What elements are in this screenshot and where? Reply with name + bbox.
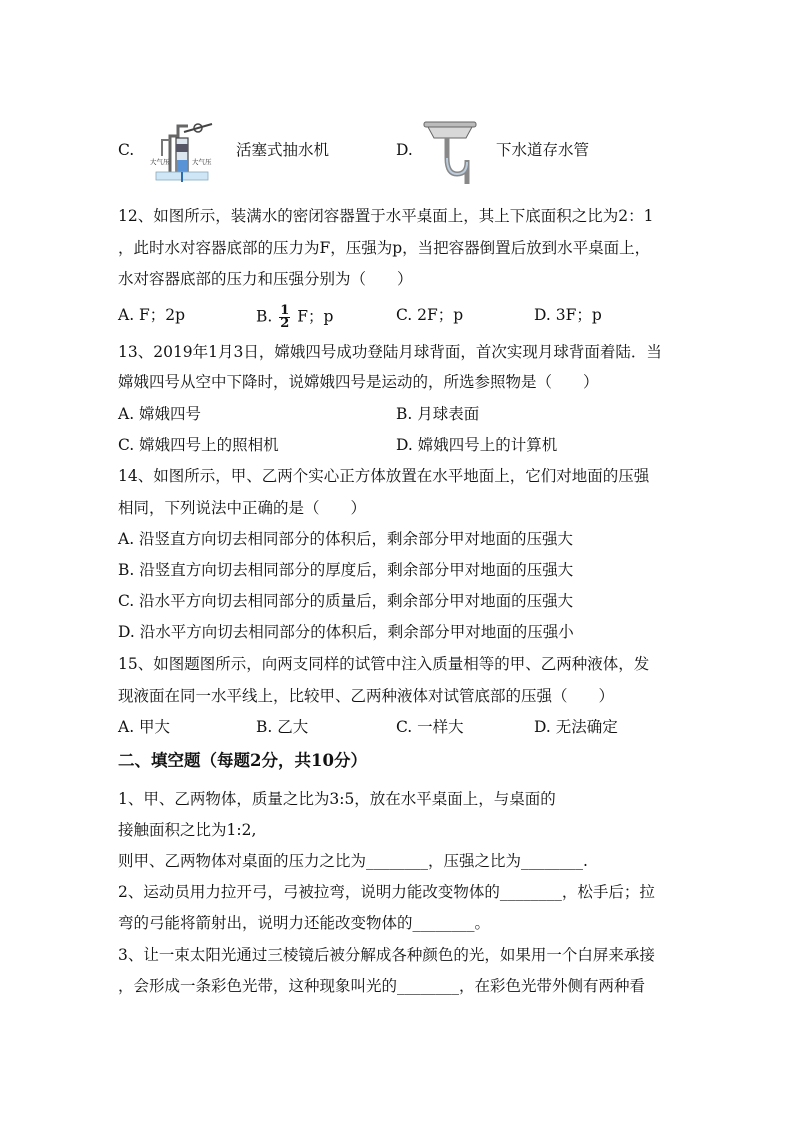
q12-option-c: C. 2F；p [396, 306, 464, 324]
q12-line-3: 水对容器底部的压力和压强分别为（ ） [118, 270, 413, 288]
q11-option-d-letter: D. [396, 141, 413, 159]
drain-trap-diagram [420, 118, 482, 186]
q15-line-2: 现液面在同一水平线上，比较甲、乙两种液体对试管底部的压强（ ） [118, 687, 615, 705]
fill-1-line-3: 则甲、乙两物体对桌面的压力之比为________，压强之比为________. [118, 852, 588, 870]
q13-line-2: 嫦娥四号从空中下降时，说嫦娥四号是运动的，所选参照物是（ ） [118, 373, 599, 391]
q14-line-2: 相同，下列说法中正确的是（ ） [118, 499, 367, 517]
q12-option-b-prefix: B. [256, 307, 273, 326]
q12-option-b [256, 305, 333, 330]
q14-option-b: B. 沿竖直方向切去相同部分的厚度后，剩余部分甲对地面的压强大 [118, 561, 574, 579]
q15-line-1: 15、如图题图所示，向两支同样的试管中注入质量相等的甲、乙两种液体，发 [118, 655, 650, 673]
q15-option-c: C. 一样大 [396, 718, 464, 736]
q11-option-d-text: 下水道存水管 [496, 141, 590, 159]
q12-line-1: 12、如图所示，装满水的密闭容器置于水平桌面上，其上下底面积之比为2：1 [118, 207, 654, 225]
section-heading: 二、填空题（每题2分，共10分） [118, 751, 367, 770]
atmosphere-label-left: 大气压 [150, 158, 170, 166]
fraction-numerator: 1 [280, 303, 290, 318]
fraction-denominator: 2 [280, 316, 290, 331]
piston-pump-diagram [148, 116, 216, 186]
q13-option-c: C. 嫦娥四号上的照相机 [118, 436, 279, 454]
q12-option-b-fraction [279, 305, 290, 330]
q13-option-d: D. 嫦娥四号上的计算机 [396, 436, 558, 454]
q14-option-d: D. 沿水平方向切去相同部分的体积后，剩余部分甲对地面的压强小 [118, 623, 574, 641]
q12-option-d: D. 3F；p [534, 306, 602, 324]
fill-2-line-1: 2、运动员用力拉开弓，弓被拉弯，说明力能改变物体的________，松手后；拉 [118, 883, 655, 901]
fill-3-line-2: ，会形成一条彩色光带，这种现象叫光的________，在彩色光带外侧有两种看 [118, 977, 646, 995]
fill-1-line-1: 1、甲、乙两物体，质量之比为3:5，放在水平桌面上，与桌面的 [118, 790, 556, 808]
q11-option-c-text: 活塞式抽水机 [236, 141, 330, 159]
q13-option-b: B. 月球表面 [396, 405, 480, 423]
q12-option-b-suffix: F；p [297, 307, 334, 326]
atmosphere-label-right: 大气压 [192, 158, 212, 166]
q13-option-a: A. 嫦娥四号 [118, 405, 202, 423]
q14-line-1: 14、如图所示，甲、乙两个实心正方体放置在水平地面上，它们对地面的压强 [118, 467, 650, 485]
q14-option-c: C. 沿水平方向切去相同部分的质量后，剩余部分甲对地面的压强大 [118, 592, 574, 610]
q14-option-a: A. 沿竖直方向切去相同部分的体积后，剩余部分甲对地面的压强大 [118, 530, 574, 548]
q15-option-a: A. 甲大 [118, 718, 171, 736]
fill-1-line-2: 接触面积之比为1:2, [118, 821, 257, 839]
q12-line-2: ，此时水对容器底部的压力为F，压强为p，当把容器倒置后放到水平桌面上， [118, 239, 651, 257]
q12-option-a: A. F；2p [118, 306, 186, 324]
q11-option-c-letter: C. [118, 141, 135, 159]
fill-2-line-2: 弯的弓能将箭射出，说明力还能改变物体的________。 [118, 914, 491, 932]
q13-line-1: 13、2019年1月3日，嫦娥四号成功登陆月球背面，首次实现月球背面着陆．当 [118, 343, 662, 361]
fill-3-line-1: 3、让一束太阳光通过三棱镜后被分解成各种颜色的光，如果用一个白屏来承接 [118, 946, 655, 964]
q15-option-d: D. 无法确定 [534, 718, 618, 736]
q15-option-b: B. 乙大 [256, 718, 309, 736]
